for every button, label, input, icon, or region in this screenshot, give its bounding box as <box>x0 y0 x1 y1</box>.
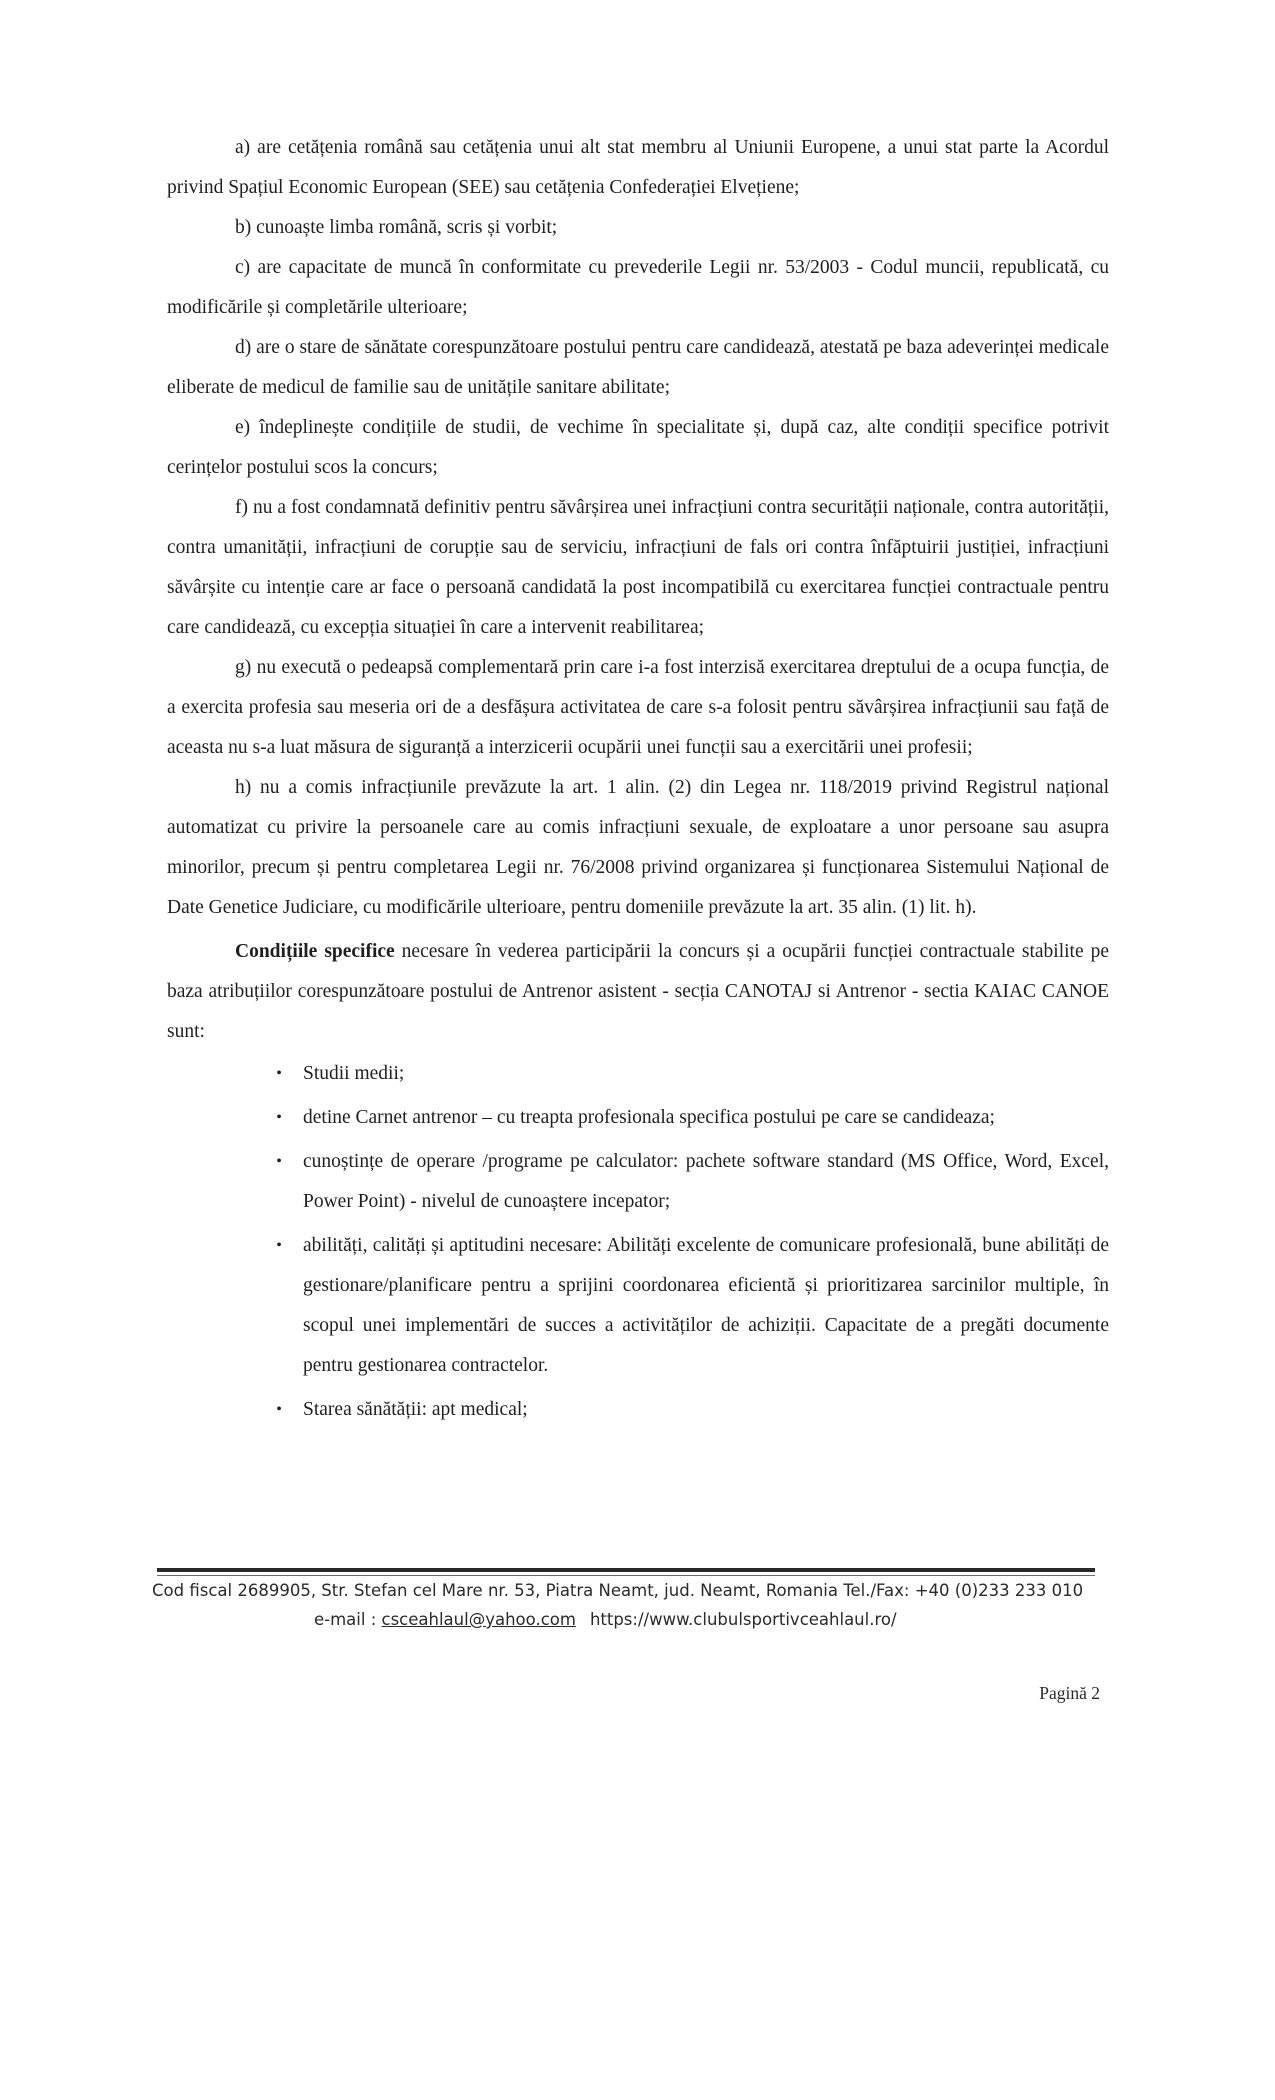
list-item-text: cunoștințe de operare /programe pe calculator: pachete software standard (MS Office, Word, Excel, Power Point) - nivelul de cunoaștere incepator; <box>303 1151 1109 1212</box>
paragraph-b: b) cunoaște limba română, scris și vorbit; <box>235 217 558 238</box>
paragraph-d: d) are o stare de sănătate corespunzătoare postului pentru care candidează, atestată pe baza adeverinței medicale eliberate de medicul de familie sau de unitățile sanitare abilitate; <box>167 337 1109 398</box>
list-item-text: Studii medii; <box>303 1063 405 1084</box>
page-footer <box>152 1580 1112 1630</box>
list-item <box>167 1390 1109 1430</box>
bullet-icon: • <box>276 1237 282 1254</box>
list-item-text: detine Carnet antrenor – cu treapta profesionala specifica postului pe care se candideaza; <box>303 1107 995 1128</box>
bullet-icon: • <box>276 1153 282 1170</box>
paragraph-e: e) îndeplinește condițiile de studii, de vechime în specialitate și, după caz, alte condiții specifice potrivit cerințelor postului scos la concurs; <box>167 417 1109 478</box>
specific-conditions-list <box>167 1054 1109 1430</box>
footer-email-link[interactable]: csceahlaul@yahoo.com <box>381 1610 576 1629</box>
specific-conditions-text: necesare în vederea participării la concurs și a ocupării funcției contractuale stabilite pe baza atribuțiilor corespunzătoare postului de Antrenor asistent - secția CANOTAJ si Antrenor - sectia KAIAC CANOE sunt: <box>167 941 1109 1042</box>
paragraph-h: h) nu a comis infracțiunile prevăzute la art. 1 alin. (2) din Legea nr. 118/2019 privind Registrul național automatizat cu privire la persoanele care au comis infracțiuni sexuale, de exploatare a unor persoane sau asupra minorilor, precum și pentru completarea Legii nr. 76/2008 privind organizarea și funcționarea Sistemului Național de Date Genetice Judiciare, cu modificările ulterioare, pentru domeniile prevăzute la art. 35 alin. (1) lit. h). <box>167 777 1109 918</box>
specific-conditions-paragraph <box>167 932 1109 1052</box>
bullet-icon: • <box>276 1065 282 1082</box>
page-number: Pagină 2 <box>1039 1683 1100 1703</box>
list-item <box>167 1098 1109 1138</box>
list-item <box>167 1054 1109 1094</box>
paragraph-g: g) nu execută o pedeapsă complementară prin care i-a fost interzisă exercitarea dreptului de a ocupa funcția, de a exercita profesia sau meseria ori de a desfășura activitatea de care s-a folosit pentru săvârșirea infracțiunii sau față de aceasta nu s-a luat măsura de siguranță a interzicerii ocupării unei funcții sau a exercitării unei profesii; <box>167 657 1109 758</box>
footer-divider-thin <box>157 1575 1095 1576</box>
bullet-icon: • <box>276 1109 282 1126</box>
list-item-text: Starea sănătății: apt medical; <box>303 1399 528 1420</box>
list-item <box>167 1226 1109 1386</box>
list-item-text: abilități, calități și aptitudini necesare: Abilități excelente de comunicare profesională, bune abilități de gestionare/planificare pentru a sprijini coordonarea eficientă și prioritizarea sarcinilor multiple, în scopul unei implementări de succes a activităților de achiziții. Capacitate de a pregăti documente pentru gestionarea contractelor. <box>303 1235 1109 1376</box>
footer-divider <box>157 1568 1095 1572</box>
footer-email-label: e-mail : <box>314 1610 382 1629</box>
paragraph-a: a) are cetățenia română sau cetățenia unui alt stat membru al Uniunii Europene, a unui stat parte la Acordul privind Spațiul Economic European (SEE) sau cetățenia Confederației Elvețiene; <box>167 137 1109 198</box>
paragraph-f: f) nu a fost condamnată definitiv pentru săvârșirea unei infracțiuni contra securității naționale, contra autorității, contra umanității, infracțiuni de corupție sau de serviciu, infracțiuni de fals ori contra înfăptuirii justiției, infracțiuni săvârșite cu intenție care ar face o persoană candidată la post incompatibilă cu exercitarea funcției contractuale pentru care candidează, cu excepția situației în care a intervenit reabilitarea; <box>167 497 1109 638</box>
footer-address: Cod fiscal 2689905, Str. Stefan cel Mare nr. 53, Piatra Neamt, jud. Neamt, Romania Tel./Fax: +40 (0)233 233 010 <box>152 1581 1084 1600</box>
list-item <box>167 1142 1109 1222</box>
bullet-icon: • <box>276 1401 282 1418</box>
specific-conditions-heading: Condițiile specifice <box>235 941 395 962</box>
paragraph-c: c) are capacitate de muncă în conformitate cu prevederile Legii nr. 53/2003 - Codul muncii, republicată, cu modificările și completările ulterioare; <box>167 257 1109 318</box>
footer-contact <box>152 1609 1112 1630</box>
footer-website-link[interactable]: https://www.clubulsportivceahlaul.ro/ <box>589 1610 897 1629</box>
document-body <box>167 128 1109 1434</box>
